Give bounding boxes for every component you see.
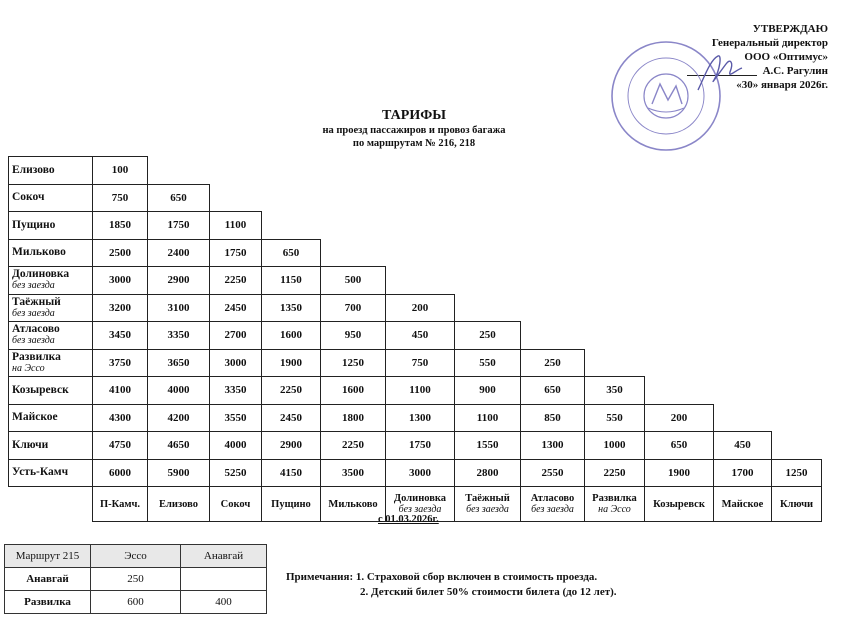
empty-cell bbox=[772, 404, 822, 432]
table-row bbox=[9, 157, 822, 185]
empty-cell bbox=[455, 184, 521, 212]
empty-cell bbox=[585, 294, 645, 322]
fare-cell: 950 bbox=[321, 322, 386, 350]
fare-cell: 1550 bbox=[455, 432, 521, 460]
column-header-note: на Эссо bbox=[598, 504, 631, 515]
empty-cell bbox=[585, 157, 645, 185]
empty-cell bbox=[9, 487, 93, 522]
column-header-name: Атласово bbox=[530, 493, 575, 504]
fare-cell: 200 bbox=[645, 404, 714, 432]
fare-cell: 550 bbox=[585, 404, 645, 432]
column-header bbox=[210, 487, 262, 522]
column-header-name: Сокоч bbox=[220, 498, 251, 510]
table-row bbox=[9, 404, 822, 432]
empty-cell bbox=[455, 267, 521, 295]
row-station bbox=[9, 239, 93, 267]
fare-cell: 4200 bbox=[148, 404, 210, 432]
fare-cell: 2500 bbox=[93, 239, 148, 267]
empty-cell bbox=[645, 267, 714, 295]
row-station-name: Елизово bbox=[12, 163, 55, 176]
note-1: Примечания: 1. Страховой сбор включен в стоимость проезда. bbox=[286, 571, 598, 583]
fare-cell: 4000 bbox=[148, 377, 210, 405]
table-row bbox=[9, 322, 822, 350]
fare-cell: 4300 bbox=[93, 404, 148, 432]
empty-cell bbox=[455, 157, 521, 185]
empty-cell bbox=[585, 239, 645, 267]
fare-cell bbox=[181, 568, 267, 591]
fare-cell: 1700 bbox=[714, 459, 772, 487]
approval-title: УТВЕРЖДАЮ bbox=[752, 23, 828, 35]
empty-cell bbox=[714, 267, 772, 295]
empty-cell bbox=[455, 239, 521, 267]
empty-cell bbox=[321, 239, 386, 267]
fare-cell: 600 bbox=[91, 591, 181, 614]
route-station: Развилка bbox=[5, 591, 91, 614]
signature-icon bbox=[690, 50, 750, 95]
empty-cell bbox=[521, 322, 585, 350]
row-station-note: без заезда bbox=[12, 335, 55, 347]
row-station bbox=[9, 349, 93, 377]
fare-cell: 3350 bbox=[210, 377, 262, 405]
table-row bbox=[5, 568, 267, 591]
note-2: 2. Детский билет 50% стоимости билета (до 12 лет). bbox=[360, 586, 617, 598]
fare-cell: 1900 bbox=[262, 349, 321, 377]
fare-cell: 2700 bbox=[210, 322, 262, 350]
empty-cell bbox=[772, 157, 822, 185]
fare-cell: 1100 bbox=[386, 377, 455, 405]
empty-cell bbox=[772, 212, 822, 240]
empty-cell bbox=[645, 184, 714, 212]
fare-cell: 1750 bbox=[210, 239, 262, 267]
fare-cell: 4650 bbox=[148, 432, 210, 460]
empty-cell bbox=[585, 184, 645, 212]
empty-cell bbox=[585, 322, 645, 350]
fare-cell: 500 bbox=[321, 267, 386, 295]
fare-cell: 550 bbox=[455, 349, 521, 377]
tariff-table bbox=[8, 156, 822, 522]
empty-cell bbox=[714, 404, 772, 432]
empty-cell bbox=[521, 239, 585, 267]
column-header bbox=[262, 487, 321, 522]
column-header-note: без заезда bbox=[398, 504, 442, 515]
fare-cell: 2450 bbox=[210, 294, 262, 322]
empty-cell bbox=[321, 157, 386, 185]
fare-cell: 1900 bbox=[645, 459, 714, 487]
fare-cell: 6000 bbox=[93, 459, 148, 487]
fare-cell: 4750 bbox=[93, 432, 148, 460]
empty-cell bbox=[772, 432, 822, 460]
fare-cell: 650 bbox=[645, 432, 714, 460]
empty-cell bbox=[645, 322, 714, 350]
empty-cell bbox=[772, 239, 822, 267]
fare-cell: 750 bbox=[93, 184, 148, 212]
column-header-name: Козыревск bbox=[653, 498, 705, 510]
fare-cell: 400 bbox=[181, 591, 267, 614]
row-station-name: Ключи bbox=[12, 438, 49, 451]
column-header bbox=[93, 487, 148, 522]
fare-cell: 3750 bbox=[93, 349, 148, 377]
empty-cell bbox=[321, 184, 386, 212]
table-row bbox=[9, 349, 822, 377]
empty-cell bbox=[714, 377, 772, 405]
fare-cell: 2400 bbox=[148, 239, 210, 267]
table-row bbox=[9, 459, 822, 487]
fare-cell: 2900 bbox=[148, 267, 210, 295]
column-header bbox=[585, 487, 645, 522]
table-row bbox=[9, 267, 822, 295]
empty-cell bbox=[772, 322, 822, 350]
row-station-note: на Эссо bbox=[12, 362, 45, 374]
empty-cell bbox=[521, 184, 585, 212]
fare-cell: 3100 bbox=[148, 294, 210, 322]
title-block bbox=[0, 108, 864, 150]
empty-cell bbox=[585, 349, 645, 377]
row-station bbox=[9, 184, 93, 212]
column-header-name: Мильково bbox=[328, 498, 378, 510]
fare-cell: 3000 bbox=[210, 349, 262, 377]
column-header-note: без заезда bbox=[466, 504, 509, 515]
fare-cell: 4150 bbox=[262, 459, 321, 487]
table-row bbox=[9, 294, 822, 322]
empty-cell bbox=[714, 322, 772, 350]
row-station bbox=[9, 294, 93, 322]
fare-cell: 1300 bbox=[521, 432, 585, 460]
table-row bbox=[9, 432, 822, 460]
empty-cell bbox=[210, 157, 262, 185]
route-header-cell: Маршрут 215 bbox=[5, 545, 91, 568]
fare-cell: 1150 bbox=[262, 267, 321, 295]
route-station: Анавгай bbox=[5, 568, 91, 591]
empty-cell bbox=[772, 267, 822, 295]
row-station bbox=[9, 404, 93, 432]
fare-cell: 4100 bbox=[93, 377, 148, 405]
fare-cell: 650 bbox=[521, 377, 585, 405]
column-header bbox=[645, 487, 714, 522]
fare-cell: 850 bbox=[521, 404, 585, 432]
row-station-name: Пущино bbox=[12, 218, 56, 231]
empty-cell bbox=[714, 157, 772, 185]
fare-cell: 100 bbox=[93, 157, 148, 185]
empty-cell bbox=[645, 239, 714, 267]
column-header bbox=[321, 487, 386, 522]
row-station-note: без заезда bbox=[12, 307, 55, 319]
table-row bbox=[9, 184, 822, 212]
empty-cell bbox=[585, 267, 645, 295]
fare-cell: 3450 bbox=[93, 322, 148, 350]
column-header bbox=[148, 487, 210, 522]
fare-cell: 2250 bbox=[210, 267, 262, 295]
fare-cell: 350 bbox=[585, 377, 645, 405]
column-header bbox=[772, 487, 822, 522]
row-station bbox=[9, 267, 93, 295]
empty-cell bbox=[386, 212, 455, 240]
empty-cell bbox=[714, 184, 772, 212]
fare-cell: 4000 bbox=[210, 432, 262, 460]
fare-cell: 3000 bbox=[386, 459, 455, 487]
fare-cell: 700 bbox=[321, 294, 386, 322]
column-header-name: Майское bbox=[721, 498, 764, 510]
fare-cell: 1250 bbox=[321, 349, 386, 377]
route-header-row bbox=[5, 545, 267, 568]
column-header bbox=[714, 487, 772, 522]
fare-cell: 5900 bbox=[148, 459, 210, 487]
approval-position: Генеральный директор bbox=[711, 37, 828, 49]
row-station-name: Развилка bbox=[12, 350, 61, 363]
fare-cell: 1750 bbox=[148, 212, 210, 240]
empty-cell bbox=[262, 184, 321, 212]
fare-cell: 1100 bbox=[210, 212, 262, 240]
fare-cell: 2250 bbox=[585, 459, 645, 487]
approval-date: «30» января 2026г. bbox=[736, 79, 828, 91]
empty-cell bbox=[714, 239, 772, 267]
empty-cell bbox=[210, 184, 262, 212]
fare-cell: 1750 bbox=[386, 432, 455, 460]
empty-cell bbox=[772, 184, 822, 212]
column-header-name: Елизово bbox=[159, 498, 198, 510]
empty-cell bbox=[714, 294, 772, 322]
column-header-name: Долиновка bbox=[393, 493, 447, 504]
fare-cell: 3000 bbox=[93, 267, 148, 295]
fare-cell: 5250 bbox=[210, 459, 262, 487]
empty-cell bbox=[386, 239, 455, 267]
empty-cell bbox=[714, 349, 772, 377]
row-station bbox=[9, 157, 93, 185]
route-header-cell: Анавгай bbox=[181, 545, 267, 568]
route-header-cell: Эссо bbox=[91, 545, 181, 568]
row-station bbox=[9, 322, 93, 350]
empty-cell bbox=[521, 267, 585, 295]
row-station-name: Козыревск bbox=[12, 383, 69, 396]
empty-cell bbox=[714, 212, 772, 240]
approval-signer-name: А.С. Рагулин bbox=[762, 65, 828, 77]
empty-cell bbox=[772, 377, 822, 405]
fare-cell: 1100 bbox=[455, 404, 521, 432]
empty-cell bbox=[262, 157, 321, 185]
table-row bbox=[9, 239, 822, 267]
row-station-name: Сокоч bbox=[12, 191, 45, 204]
empty-cell bbox=[645, 212, 714, 240]
fare-cell: 3200 bbox=[93, 294, 148, 322]
column-header-name: Ключи bbox=[779, 498, 814, 510]
page-subtitle-2: по маршрутам № 216, 218 bbox=[352, 138, 476, 149]
fare-cell: 2250 bbox=[262, 377, 321, 405]
page-subtitle-1: на проезд пассажиров и провоз багажа bbox=[322, 125, 506, 136]
fare-cell: 200 bbox=[386, 294, 455, 322]
empty-cell bbox=[386, 267, 455, 295]
fare-cell: 1600 bbox=[321, 377, 386, 405]
row-station bbox=[9, 459, 93, 487]
empty-cell bbox=[645, 157, 714, 185]
column-header-note: без заезда bbox=[531, 504, 574, 515]
empty-cell bbox=[521, 294, 585, 322]
fare-cell: 2550 bbox=[521, 459, 585, 487]
fare-cell: 1300 bbox=[386, 404, 455, 432]
row-station bbox=[9, 212, 93, 240]
empty-cell bbox=[585, 212, 645, 240]
fare-cell: 1000 bbox=[585, 432, 645, 460]
fare-cell: 750 bbox=[386, 349, 455, 377]
row-station bbox=[9, 377, 93, 405]
empty-cell bbox=[645, 294, 714, 322]
row-station-name: Таёжный bbox=[12, 295, 61, 308]
empty-cell bbox=[645, 349, 714, 377]
empty-cell bbox=[521, 157, 585, 185]
empty-cell bbox=[386, 157, 455, 185]
page-title: ТАРИФЫ bbox=[382, 108, 446, 123]
fare-cell: 650 bbox=[148, 184, 210, 212]
column-header bbox=[521, 487, 585, 522]
row-station-name: Атласово bbox=[12, 323, 60, 336]
route-215-table bbox=[4, 544, 267, 614]
fare-cell: 2800 bbox=[455, 459, 521, 487]
fare-cell: 1350 bbox=[262, 294, 321, 322]
empty-cell bbox=[772, 294, 822, 322]
column-header-name: П-Камч. bbox=[99, 498, 141, 510]
fare-cell: 3650 bbox=[148, 349, 210, 377]
fare-cell: 250 bbox=[91, 568, 181, 591]
fare-cell: 1800 bbox=[321, 404, 386, 432]
empty-cell bbox=[262, 212, 321, 240]
row-station-name: Долиновка bbox=[12, 268, 70, 281]
row-station bbox=[9, 432, 93, 460]
row-station-name: Майское bbox=[12, 411, 58, 424]
fare-cell: 250 bbox=[521, 349, 585, 377]
column-header-name: Пущино bbox=[271, 498, 311, 510]
table-row bbox=[5, 591, 267, 614]
fare-cell: 900 bbox=[455, 377, 521, 405]
row-station-name: Усть-Камч bbox=[12, 466, 69, 479]
column-header-name: Таёжный bbox=[465, 493, 510, 504]
empty-cell bbox=[772, 349, 822, 377]
column-header-name: Развилка bbox=[592, 493, 637, 504]
table-row bbox=[9, 212, 822, 240]
fare-cell: 450 bbox=[714, 432, 772, 460]
empty-cell bbox=[386, 184, 455, 212]
column-header bbox=[455, 487, 521, 522]
fare-cell: 3550 bbox=[210, 404, 262, 432]
fare-cell: 2250 bbox=[321, 432, 386, 460]
empty-cell bbox=[148, 157, 210, 185]
table-row bbox=[9, 377, 822, 405]
empty-cell bbox=[455, 294, 521, 322]
fare-cell: 3500 bbox=[321, 459, 386, 487]
fare-cell: 1250 bbox=[772, 459, 822, 487]
fare-cell: 2900 bbox=[262, 432, 321, 460]
notes bbox=[286, 570, 617, 600]
fare-cell: 1600 bbox=[262, 322, 321, 350]
fare-cell: 650 bbox=[262, 239, 321, 267]
fare-cell: 3350 bbox=[148, 322, 210, 350]
fare-cell: 250 bbox=[455, 322, 521, 350]
approval-company: ООО «Оптимус» bbox=[744, 51, 828, 63]
row-station-name: Мильково bbox=[12, 246, 66, 259]
row-station-note: без заезда bbox=[12, 280, 55, 292]
empty-cell bbox=[455, 212, 521, 240]
empty-cell bbox=[645, 377, 714, 405]
empty-cell bbox=[521, 212, 585, 240]
empty-cell bbox=[321, 212, 386, 240]
fare-cell: 2450 bbox=[262, 404, 321, 432]
fare-cell: 1850 bbox=[93, 212, 148, 240]
fare-cell: 450 bbox=[386, 322, 455, 350]
effective-date: с 01.03.2026г. bbox=[378, 514, 439, 525]
